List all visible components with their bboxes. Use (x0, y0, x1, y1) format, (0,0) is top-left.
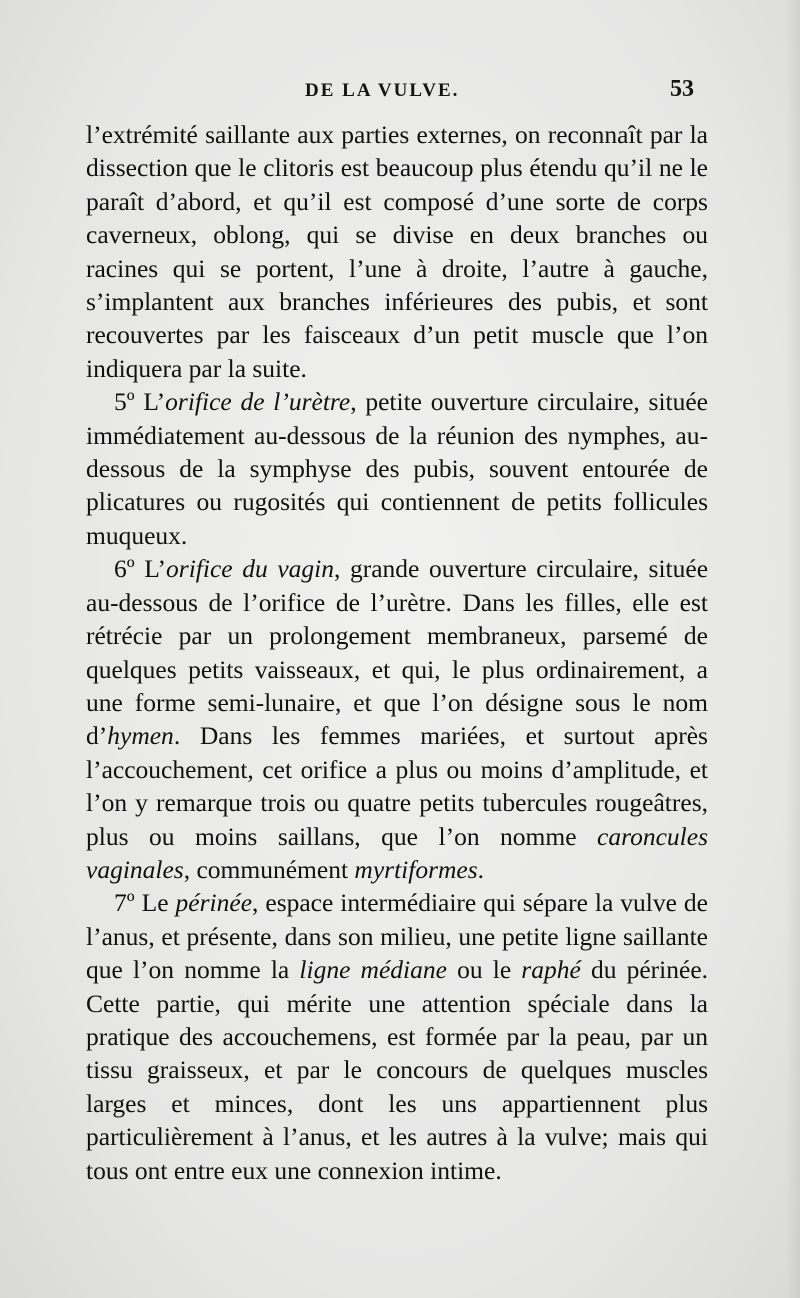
item-article: L’ (143, 387, 166, 417)
paragraph-text: . (477, 854, 485, 884)
paragraph-text: ou le (446, 955, 522, 985)
item-number: 5º (114, 387, 135, 417)
paragraph-text: , espace intermédiaire qui sépare la vulve de l’anus, et présente, dans son milieu, une petite ligne saillante que l’on nomme la (86, 888, 708, 985)
item-term: orifice du vagin (166, 554, 334, 584)
item-term: orifice de l’urètre (165, 387, 351, 417)
paragraph-text: du périnée. Cette partie, qui mérite une attention spéciale dans la pratique des accouchemens, est formée par la peau, par un tissu graisseux, et par le concours de quelques muscles larges et minces, dont les uns appartiennent plus particulièrement à l’anus, et les autres à la vulve; mais qui tous ont entre eux une connexion intime. (86, 955, 709, 1185)
paragraph-text: , petite ouverture circulaire, située immédiatement au-dessous de la réunion des nymphes, au-dessous de la symphyse des pubis, souvent entourée de plicatures ou rugosités qui contiennent de petits follicules muqueux. (86, 387, 708, 550)
paragraph-text: l’extrémité saillante aux parties externes, on reconnaît par la dissection que le clitoris est beaucoup plus étendu qu’il ne le paraît d’abord, et qu’il est composé d’une sorte de corps caverneux, oblong, qui se divise en deux branches ou racines qui se portent, l’une à droite, l’autre à gauche, s’implantent aux branches inférieures des pubis, et sont recouvertes par les faisceaux d’un petit muscle que l’on indiquera par la suite. (86, 120, 708, 383)
item-article: Le (141, 888, 176, 918)
paragraph-text: . Dans les femmes mariées, et surtout après l’accouchement, cet orifice a plus ou moins d’amplitude, et l’on y remarque trois ou quatre petits tubercules rougeâtres, plus ou moins saillans, que l’on nomme (86, 721, 708, 851)
page-number: 53 (670, 76, 694, 102)
page-header (0, 78, 800, 106)
paragraph-clitoris-continuation (86, 118, 708, 385)
paragraph-text: , communément (183, 854, 355, 884)
term-caroncules: caroncules vaginales (86, 821, 708, 884)
body-text (86, 118, 708, 1187)
paragraph-orifice-uretre (86, 385, 708, 552)
term-raphe: raphé (521, 955, 581, 985)
term-myrtiformes: myrtiformes (354, 854, 478, 884)
term-ligne-mediane: ligne médiane (299, 955, 447, 985)
paragraph-text: , grande ouverture circulaire, située au-dessous de l’orifice de l’urètre. Dans les filles, elle est rétrécie par un prolongement membraneux, parsemé de quelques petits vaisseaux, et qui, le plus ordinairement, a une forme semi-lunaire, et que l’on désigne sous le nom d’ (86, 554, 709, 751)
item-term: périnée (175, 888, 253, 918)
paragraph-orifice-vagin (86, 552, 708, 886)
item-article: L’ (144, 554, 167, 584)
page-edge-shadow (786, 0, 800, 1298)
item-number: 7º (114, 888, 135, 918)
running-title: DE LA VULVE. (305, 80, 460, 101)
paragraph-perinee (86, 886, 708, 1187)
item-number: 6º (114, 554, 135, 584)
term-hymen: hymen (107, 721, 174, 751)
